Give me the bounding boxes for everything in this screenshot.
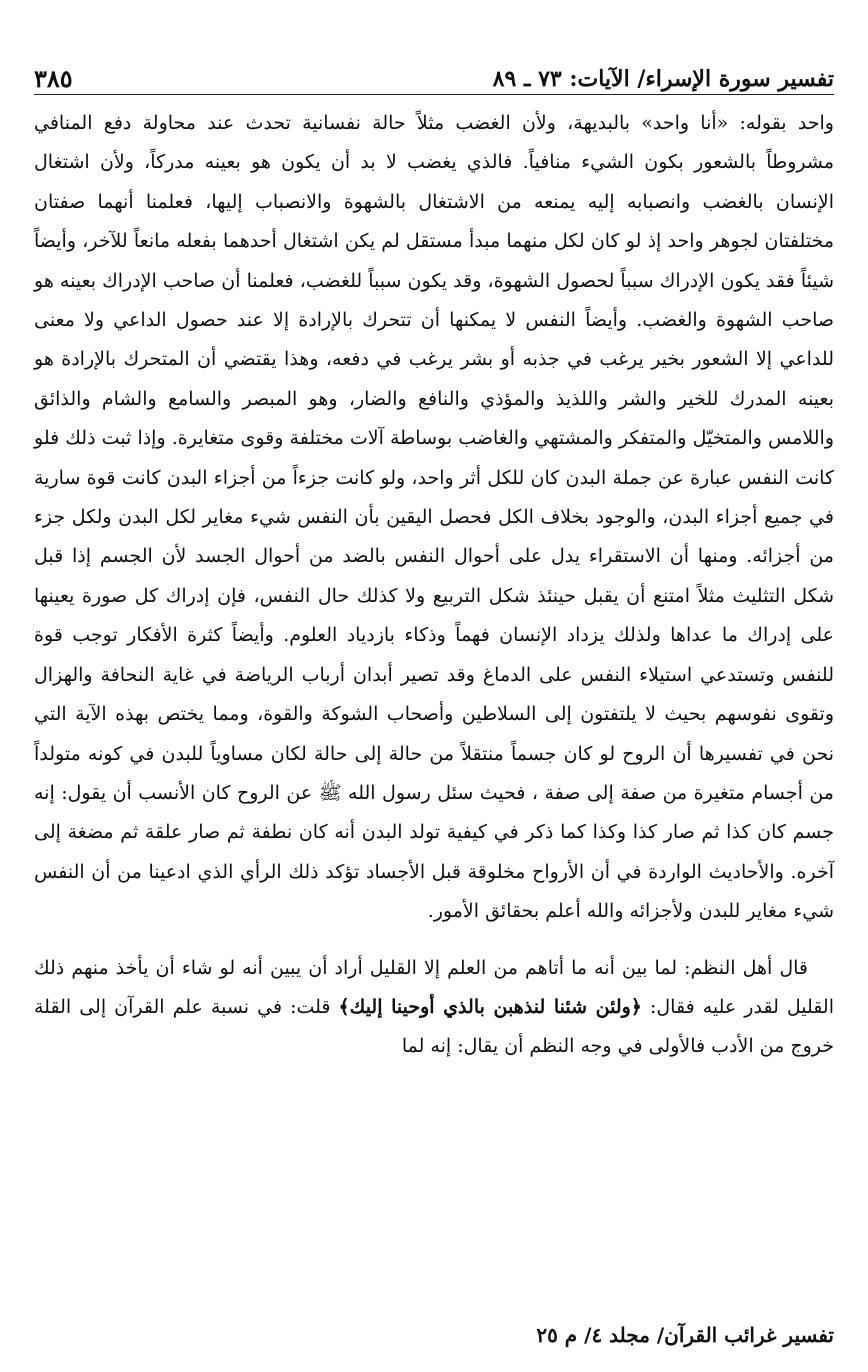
page-number: ٣٨٥ <box>34 64 73 93</box>
paragraph-2-part-1: قال أهل النظم: لما بين أنه ما أتاهم من العلم إلا القليل أراد أن يبين أنه لو شاء أن يأخذ منهم ذلك القليل لقدر عليه فقال: <box>34 956 834 1018</box>
signature-line: تفسير غرائب القرآن/ مجلد ٤/ م ٢٥ <box>536 1323 834 1347</box>
running-title: تفسير سورة الإسراء/ الآيات: ٧٣ ـ ٨٩ <box>492 66 834 92</box>
header-rule <box>34 94 834 95</box>
main-text <box>34 104 834 1067</box>
paragraph-1: واحد بقوله: «أنا واحد» بالبديهة، ولأن الغضب مثلاً حالة نفسانية تحدث عند محاولة دفع المنافي مشروطاً بالشعور بكون الشيء منافياً. فالذي يغضب لا بد أن يكون هو بعينه مدركاً، ولأن اشتغال الإنسان بالغضب وانصبابه إليه يمنعه من الاشتغال بالشهوة والانصباب إليها، فعلمنا أنهما صفتان مختلفتان لجوهر واحد إذ لو كان لكل منهما مبدأ مستقل لم يكن اشتغال أحدهما بفعله مانعاً للآخر، وأيضاً شيئاً فقد يكون الإدراك سبباً لحصول الشهوة، وقد يكون سبباً للغضب، فعلمنا أن صاحب الإدراك بعينه هو صاحب الشهوة والغضب. وأيضاً النفس لا يمكنها أن تتحرك بالإرادة إلا عند حصول الداعي ولا معنى للداعي إلا الشعور بخير يرغب في جذبه أو بشر يرغب في دفعه، وهذا يقتضي أن المتحرك بالإرادة هو بعينه المدرك للخير والشر واللذيذ والمؤذي والنافع والضار، وهو المبصر والسامع والشام والذائق واللامس والمتخيّل والمتفكر والمشتهي والغاضب بوساطة آلات مختلفة وقوى متغايرة. وإذا ثبت ذلك فلو كانت النفس عبارة عن جملة البدن كان للكل أثر واحد، ولو كانت جزءاً من أجزاء البدن كانت قوة سارية في جميع أجزاء البدن، والوجود بخلاف الكل فحصل اليقين بأن النفس شيء مغاير لكل البدن ولكل جزء من أجزائه. ومنها أن الاستقراء يدل على أحوال النفس بالضد من أحوال الجسد لأن الجسم إذا قبل شكل التثليث مثلاً امتنع أن يقبل حينئذ شكل التربيع ولا كذلك حال النفس، فإن إدراك كل صورة يعينها على إدراك ما عداها ولذلك يزداد الإنسان فهماً وذكاء بازدياد العلوم. وأيضاً كثرة الأفكار توجب قوة للنفس وتستدعي استيلاء النفس على الدماغ وقد تصير أبدان أرباب الرياضة في غاية النحافة والهزال وتقوى نفوسهم بحيث لا يلتفتون إلى السلاطين وأصحاب الشوكة والقوة، ومما يختص بهذه الآية التي نحن في تفسيرها أن الروح لو كان جسماً منتقلاً من حالة إلى حالة لكان مساوياً للبدن في كونه متولداً من أجسام متغيرة من صفة إلى صفة ، فحيث سئل رسول الله ﷺ عن الروح كان الأنسب أن يقول: إنه جسم كان كذا ثم صار كذا وكذا كما ذكر في كيفية تولد البدن أنه كان نطفة ثم صار علقة ثم مضغة إلى آخره. والأحاديث الواردة في أن الأرواح مخلوقة قبل الأجساد تؤكد ذلك الرأي الذي ادعينا من أن النفس شيء مغاير للبدن ولأجزائه والله أعلم بحقائق الأمور. <box>34 112 834 923</box>
quran-quote: ﴿ولئن شئنا لنذهبن بالذي أوحينا إليك﴾ <box>338 995 642 1018</box>
page-header <box>34 54 834 94</box>
paragraph-2-part-2: قلت: في نسبة علم القرآن إلى القلة خروج من الأدب فالأولى في وجه النظم أن يقال: إنه لما <box>34 995 834 1058</box>
paragraph-2 <box>34 949 834 1067</box>
